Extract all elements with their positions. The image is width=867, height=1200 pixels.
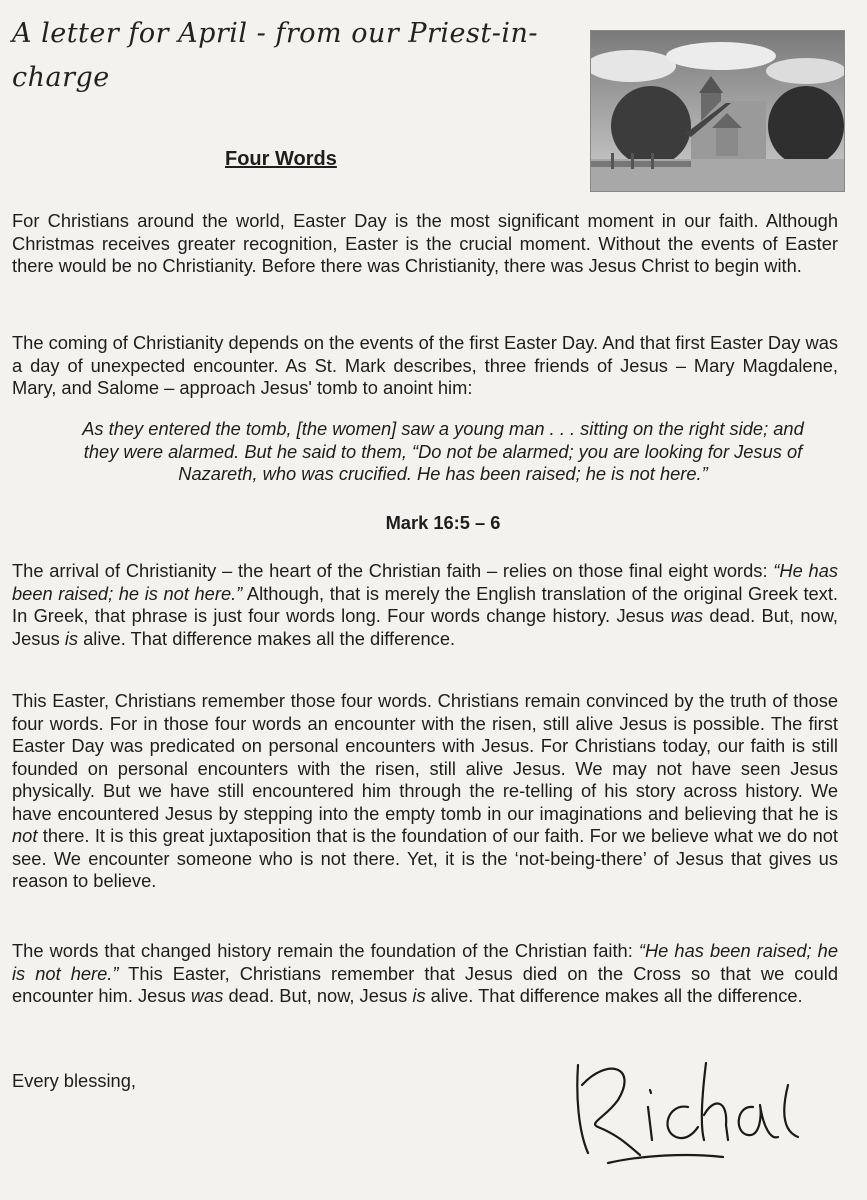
handwritten-title: A letter for April - from our Priest-in-charge — [12, 18, 538, 93]
paragraph-5-text: alive. That difference makes all the difference. — [425, 985, 803, 1006]
paragraph-3-text: Although, that is merely the English translation of the original Greek text. In Greek, that phrase is just four words long. Four words change history. Jesus — [12, 582, 838, 626]
church-photo-image — [591, 31, 844, 191]
paragraph-4 — [12, 690, 838, 893]
paragraph-4-text: This Easter, Christians remember those four words. Christians remain convinced by the truth of those four words. For in those four words an encounter with the risen, still alive Jesus is possible. The first Easter Day was predicated on personal encounters with Jesus. For Christians today, our faith is still founded on personal encounters with the risen, still alive Jesus. We may not have seen Jesus physically. But we have still encountered him through the re-telling of his story across history. We have encountered Jesus by stepping into the empty tomb in our imaginations and believing that he is — [12, 690, 838, 824]
paragraph-5-italic: is — [412, 985, 426, 1006]
paragraph-3-italic: is — [64, 627, 79, 649]
paragraph-3-text: dead. But, now, Jesus — [12, 605, 838, 649]
scripture-quote: As they entered the tomb, [the women] saw a young man . . . sitting on the right side; and they were alarmed. But he said to them, “Do not be alarmed; you are looking for Jesus of Nazareth, who was crucified. He has been raised; he is not here.” — [82, 418, 804, 484]
paragraph-5-text: dead. But, now, Jesus — [223, 985, 413, 1006]
paragraph-4-italic: not — [12, 825, 38, 846]
paragraph-3-text: The arrival of Christianity – the heart of the Christian faith – relies on those final eight words: — [12, 560, 774, 581]
closing-text: Every blessing, — [12, 1070, 136, 1091]
article-title: Four Words — [225, 148, 337, 170]
paragraph-4-text: there. It is this great juxtaposition that is the foundation of our faith. For we believe what we do not see. We encounter someone who is not there. Yet, it is the ‘not-being-there’ of Jesus that gives us reason to believe. — [12, 825, 838, 891]
paragraph-3-text: alive. That difference makes all the difference. — [78, 627, 456, 649]
paragraph-5-italic: “He has been raised; he is not here.” — [12, 940, 838, 984]
paragraph-3-italic: was — [670, 605, 704, 626]
paragraph-3-italic: “He has been raised; he is not here.” — [12, 560, 838, 604]
signature — [548, 1045, 808, 1175]
church-photo — [590, 30, 845, 192]
paragraph-3 — [12, 560, 838, 650]
paragraph-2: The coming of Christianity depends on the events of the first Easter Day. And that first Easter Day was a day of unexpected encounter. As St. Mark describes, three friends of Jesus – Mary Magdalene, Mary, and Salome – approach Jesus' tomb to anoint him: — [12, 332, 838, 398]
quote-citation: Mark 16:5 – 6 — [385, 512, 501, 533]
paragraph-1: For Christians around the world, Easter Day is the most significant moment in our faith. Although Christmas receives greater recognition, Easter is the crucial moment. Without the events of Easter there would be no Christianity. Before there was Christianity, there was Jesus Christ to begin with. — [12, 210, 838, 276]
paragraph-5-italic: was — [190, 985, 224, 1006]
paragraph-5 — [12, 940, 838, 1008]
paragraph-5-text: The words that changed history remain the foundation of the Christian faith: — [12, 940, 639, 961]
paragraph-5-text: This Easter, Christians remember that Jesus died on the Cross so that we could encounter him. Jesus — [12, 962, 838, 1006]
